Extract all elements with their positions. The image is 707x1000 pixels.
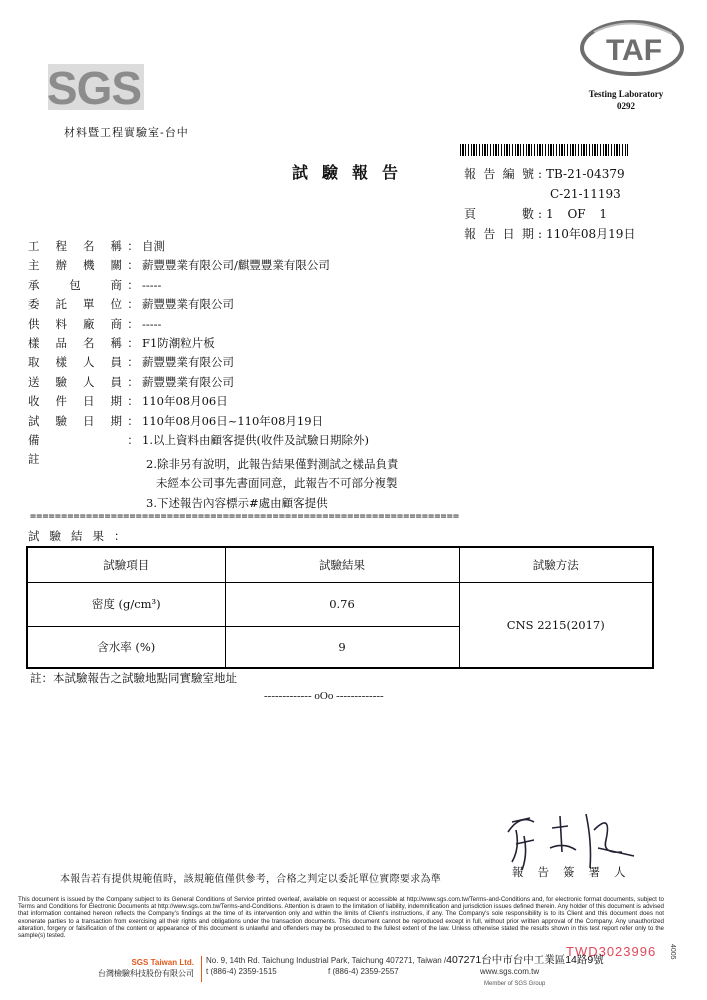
remark-2-cont: 未經本公司事先書面同意，此報告不可部分複製 (156, 476, 398, 491)
info-value: 薪豐豐業有限公司 (142, 374, 234, 389)
footer-tel: t (886-4) 2359-1515 (206, 967, 277, 976)
info-label: 承包商 (28, 277, 124, 292)
info-row (28, 256, 369, 275)
meta-date (464, 224, 635, 244)
signer-label: 報告簽署人 (512, 865, 640, 879)
meta-colon: : (537, 167, 543, 181)
info-colon: ： (127, 316, 139, 331)
table-header-row (27, 547, 653, 582)
info-colon: ： (127, 433, 139, 448)
report-title: 試驗報告 (292, 163, 413, 182)
footer-brand (64, 957, 194, 979)
meta-page (464, 204, 635, 224)
legal-text: This document is issued by the Company subject to its General Conditions of Service printed overleaf, available on request or accessible at http://www.sgs.com.tw/Terms-and-Conditions and, for electronic format documents, subject to Terms and Conditions for Electronic Documents at http://www.sgs.com.tw/Terms-and-Conditions. Attention is drawn to the limitation of liability, indemnification and jurisdiction issues defined therein. Any holder of this document is advised that information contained hereon reflects the Company's findings at the time of its intervention only and within the limits of Client's instructions, if any. The Company's sole responsibility is to its Client and this document does not exonerate parties to a transaction from exercising all their rights and obligations under the transaction documents. This document cannot be reproduced except in full, without prior written approval of the Company. Any unauthorized alteration, forgery or falsification of the content or appearance of this document is unlawful and offenders may be prosecuted to the fullest extent of the law. Unless otherwise stated the results shown in this test report refer only to the sample(s) tested. (18, 896, 664, 940)
info-row (28, 334, 369, 353)
info-label: 備註 (28, 433, 100, 467)
info-label: 送驗人員 (28, 374, 124, 389)
info-value: 薪豐豐業有限公司 (142, 297, 234, 312)
info-label: 收件日期 (28, 394, 124, 409)
disclaimer-note: 本報告若有提供規範值時，該規範值僅供參考，合格之判定以委託單位實際要求為準 (60, 874, 442, 885)
info-row (28, 315, 369, 334)
header-test-method: 試驗方法 (459, 547, 653, 582)
info-colon: ： (127, 413, 139, 428)
meta-report-no-label: 報告編號 (464, 167, 534, 181)
info-value: 薪豐豐業有限公司/麒豐豐業有限公司 (142, 258, 330, 273)
footer-website: www.sgs.com.tw (480, 967, 540, 976)
sgs-logo (44, 60, 146, 112)
meta-colon: : (537, 207, 543, 221)
info-colon: ： (127, 336, 139, 351)
info-value: ----- (142, 316, 162, 331)
sgs-logo-text: SGS (46, 62, 142, 112)
info-label: 試驗日期 (28, 413, 124, 428)
info-value: 1.以上資料由顧客提供(收件及試驗日期除外) (142, 433, 369, 448)
meta-date-label: 報告日期 (464, 227, 534, 241)
brand-name-zh: 台灣檢驗科技股份有限公司 (98, 969, 194, 978)
results-table (26, 546, 654, 669)
info-row (28, 392, 369, 411)
report-meta (464, 164, 635, 244)
info-value: 110年08月06日 (142, 394, 228, 409)
info-row (28, 373, 369, 392)
info-colon: ： (127, 355, 139, 370)
info-label: 取樣人員 (28, 355, 124, 370)
meta-date-value: 110年08月19日 (546, 227, 636, 241)
remark-3: 3.下述報告內容標示#處由顧客提供 (146, 495, 328, 510)
meta-report-no-2 (464, 184, 635, 204)
remarks-continued (146, 455, 398, 513)
end-mark: ------------- oOo ------------- (264, 690, 384, 702)
address-en: No. 9, 14th Rd. Taichung Industrial Park, Taichung 407271, Taiwan / (206, 956, 447, 965)
barcode (460, 144, 628, 156)
remark-2: 2.除非另有說明，此報告結果僅對測試之樣品負責 (146, 457, 399, 471)
info-colon: ： (127, 258, 139, 273)
meta-report-no-value: TB-21-04379 (546, 167, 625, 181)
cell-result: 0.76 (225, 582, 459, 626)
separator-line: ===================================================================== (30, 512, 460, 522)
info-colon: ： (127, 394, 139, 409)
taf-logo-text: TAF (605, 34, 663, 67)
side-code: 4005 (669, 944, 676, 960)
info-colon: ： (127, 297, 139, 312)
info-label: 工程名稱 (28, 239, 124, 253)
address-zh: 407271台中市台中工業區14路9號 (446, 954, 604, 966)
info-row (28, 353, 369, 372)
taf-line2: 0292 (617, 101, 635, 111)
info-row (28, 276, 369, 295)
taf-logo (578, 18, 686, 78)
info-colon: ： (127, 277, 139, 292)
info-label: 主辦機關 (28, 258, 124, 273)
brand-name-en: SGS Taiwan Ltd. (131, 958, 194, 967)
info-row (28, 295, 369, 314)
info-colon: ： (127, 239, 139, 253)
info-value: 薪豐豐業有限公司 (142, 355, 234, 370)
info-value: 110年08月06日~110年08月19日 (142, 413, 324, 428)
signature-image (494, 792, 644, 874)
table-row (27, 582, 653, 626)
meta-page-label: 頁數 (464, 207, 534, 221)
cell-item: 含水率 (%) (27, 626, 225, 668)
cell-item: 密度 (g/cm³) (27, 582, 225, 626)
cell-method: CNS 2215(2017) (459, 582, 653, 668)
header-test-result: 試驗結果 (225, 547, 459, 582)
footer-member: Member of SGS Group (484, 981, 546, 987)
info-value: 自測 (142, 239, 165, 253)
taf-line1: Testing Laboratory (588, 89, 664, 99)
meta-report-no-value-2: C-21-11193 (550, 187, 621, 201)
results-label: 試驗結果： (28, 529, 136, 543)
cell-result: 9 (225, 626, 459, 668)
document-number: TWD3023996 (566, 944, 657, 959)
info-colon: ： (127, 374, 139, 389)
footer-divider (201, 956, 202, 982)
meta-colon: : (537, 227, 543, 241)
footnote: 註：本試驗報告之試驗地點同實驗室地址 (30, 671, 237, 685)
meta-page-value: 1 OF 1 (546, 207, 608, 221)
info-label: 樣品名稱 (28, 336, 124, 351)
footer-fax: f (886-4) 2359-2557 (328, 967, 399, 976)
info-fields (28, 237, 369, 470)
info-value: ----- (142, 277, 162, 292)
info-row (28, 237, 369, 256)
meta-report-no (464, 164, 635, 184)
taf-caption (566, 88, 686, 112)
info-label: 委託單位 (28, 297, 124, 312)
info-value: F1防潮粒片板 (142, 336, 215, 351)
lab-name: 材料暨工程實驗室-台中 (64, 126, 189, 139)
info-row (28, 412, 369, 431)
header-test-item: 試驗項目 (27, 547, 225, 582)
footer-address (206, 955, 604, 977)
info-label: 供料廠商 (28, 316, 124, 331)
